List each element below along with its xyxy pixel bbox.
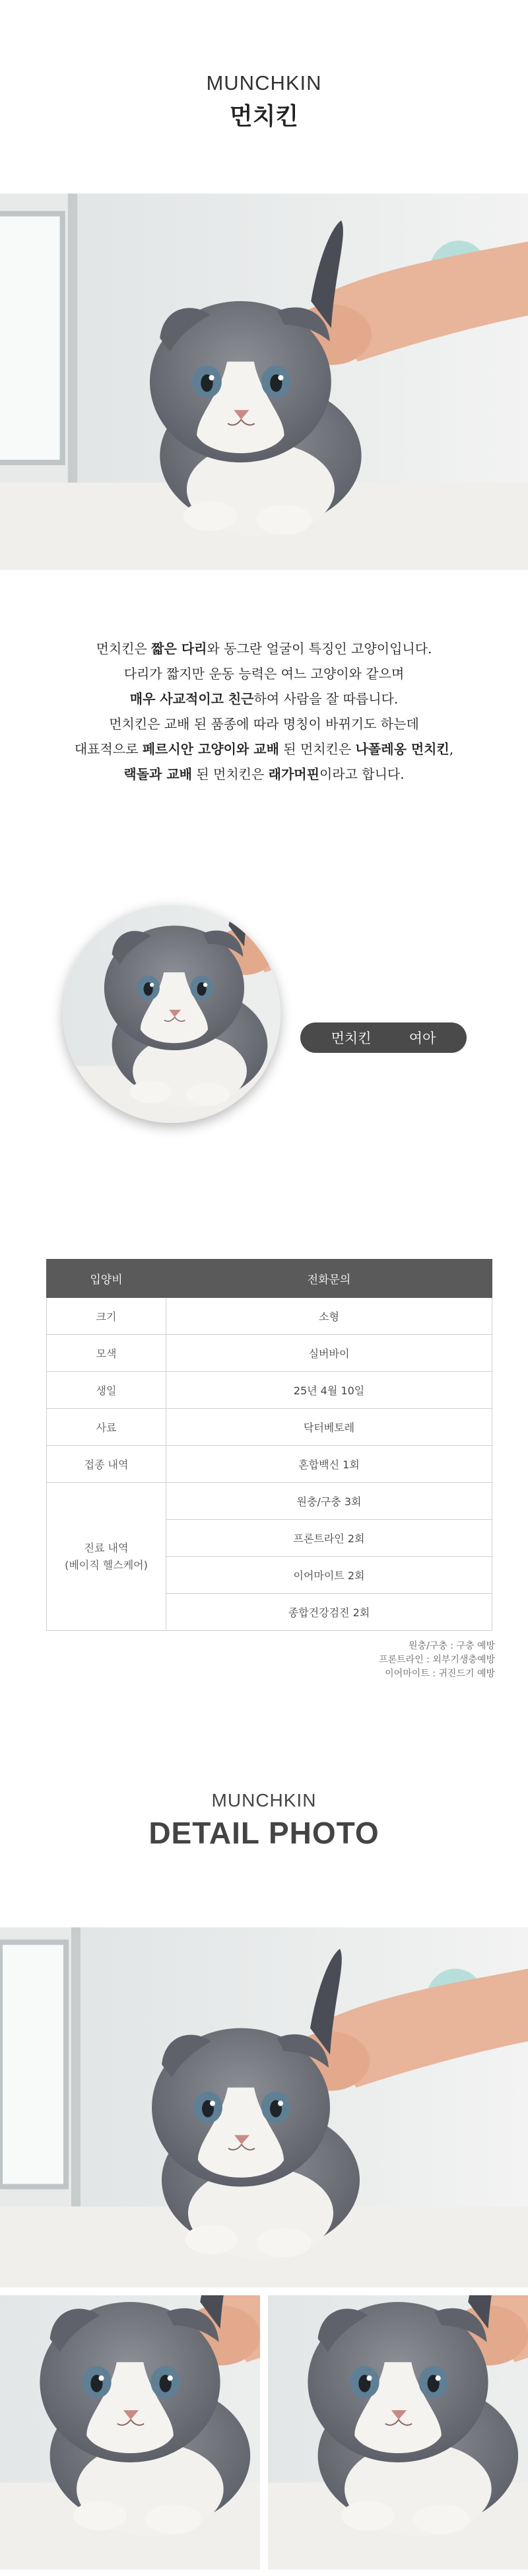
info-table — [46, 1259, 492, 1631]
table-row — [47, 1298, 492, 1335]
table-head-contact: 전화문의 — [166, 1260, 492, 1298]
row-label: 사료 — [47, 1409, 166, 1446]
kitten-sex: 여아 — [409, 1030, 436, 1046]
row-value: 소형 — [166, 1298, 492, 1335]
table-row — [47, 1446, 492, 1483]
description-text: 와 동그란 얼굴이 특징인 고양이입니다. — [207, 641, 432, 657]
table-head-row — [47, 1260, 492, 1298]
detail-photo-1 — [0, 1927, 528, 2287]
medical-item: 이어마이트 2회 — [166, 1557, 492, 1594]
description-text: 된 먼치킨은 — [279, 741, 356, 757]
table-row — [47, 1372, 492, 1409]
row-value: 25년 4월 10일 — [166, 1372, 492, 1409]
main-photo — [0, 194, 528, 570]
name-badge — [300, 1022, 467, 1053]
description-text: 이라고 합니다. — [319, 766, 405, 782]
detail-header — [0, 1790, 528, 1851]
description-text: 하여 사람을 잘 따릅니다. — [253, 691, 399, 707]
description-line — [0, 636, 528, 661]
detail-english-title: MUNCHKIN — [211, 1790, 317, 1810]
table-row — [47, 1483, 492, 1520]
description-line — [0, 711, 528, 736]
table-row — [47, 1409, 492, 1446]
row-label: 생일 — [47, 1372, 166, 1409]
description-emphasis: 나폴레옹 먼치킨 — [355, 741, 449, 757]
profile-photo — [63, 905, 280, 1123]
medical-label — [47, 1483, 166, 1631]
description-emphasis: 랙돌과 교배 — [123, 766, 192, 782]
description-text: , — [449, 741, 454, 757]
row-label: 모색 — [47, 1335, 166, 1372]
description-text: 된 먼치킨은 — [191, 766, 269, 782]
footnotes — [379, 1639, 495, 1681]
description-text: 대표적으로 — [74, 741, 143, 757]
detail-photo-3 — [268, 2295, 528, 2576]
footnote: 프론트라인 : 외부기생충예방 — [379, 1655, 495, 1665]
row-label: 크기 — [47, 1298, 166, 1335]
footnote: 이어마이트 : 귀진드기 예방 — [385, 1668, 495, 1679]
medical-label-line1: 진료 내역 — [84, 1541, 129, 1554]
row-value: 닥터베토레 — [166, 1409, 492, 1446]
table-row — [47, 1335, 492, 1372]
breed-description — [0, 636, 528, 787]
page-header — [0, 71, 528, 131]
description-line — [0, 661, 528, 686]
description-line — [0, 762, 528, 787]
medical-item: 종합건강검진 2회 — [166, 1594, 492, 1631]
kitten-name: 먼치킨 — [331, 1030, 372, 1046]
description-emphasis: 매우 사교적이고 친근 — [129, 691, 254, 707]
row-value: 실버바이 — [166, 1335, 492, 1372]
description-emphasis: 페르시안 고양이와 교배 — [142, 741, 279, 757]
description-line — [0, 736, 528, 762]
medical-item: 원충/구충 3회 — [166, 1483, 492, 1520]
table-head-price: 입양비 — [47, 1260, 166, 1298]
header-english-title: MUNCHKIN — [206, 71, 322, 94]
description-line — [0, 686, 528, 711]
description-text: 먼치킨은 교배 된 품종에 따라 명칭이 바뀌기도 하는데 — [109, 716, 419, 732]
description-emphasis: 짧은 다리 — [151, 641, 207, 657]
row-label: 접종 내역 — [47, 1446, 166, 1483]
row-value: 혼합백신 1회 — [166, 1446, 492, 1483]
detail-photo-2 — [0, 2295, 260, 2576]
footnote: 원충/구충 : 구충 예방 — [409, 1641, 495, 1651]
medical-item: 프론트라인 2회 — [166, 1520, 492, 1557]
description-text: 먼치킨은 — [96, 641, 152, 657]
header-korean-title: 먼치킨 — [229, 103, 299, 130]
medical-label-line2: (베이직 헬스케어) — [65, 1558, 148, 1571]
description-text: 다리가 짧지만 운동 능력은 여느 고양이와 같으며 — [123, 666, 405, 682]
detail-photo-title: DETAIL PHOTO — [148, 1816, 380, 1850]
description-emphasis: 래가머핀 — [268, 766, 319, 782]
